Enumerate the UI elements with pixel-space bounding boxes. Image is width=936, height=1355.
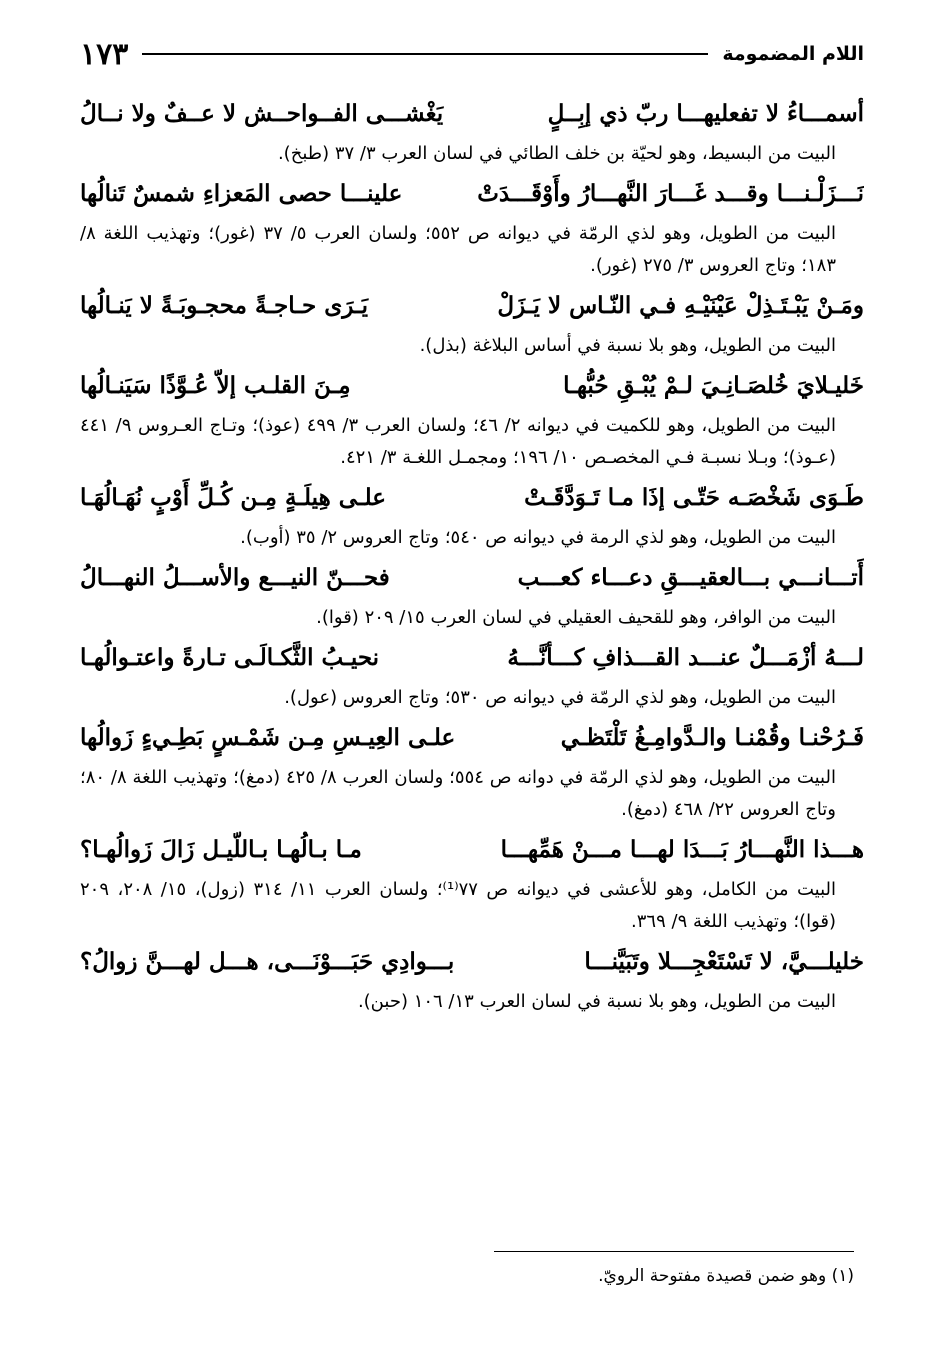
entry-1 xyxy=(80,90,864,170)
verse-note: البيت من الطويل، وهو لذي الرمّة في ديوانه ص ٥٥٢؛ ولسان العرب ٥/ ٣٧ (غور)؛ وتهذيب اللغة ٨/ ١٨٣؛ وتاج العروس ٣/ ٢٧٥ (غور). xyxy=(80,223,837,276)
verse-first-hemistich: خليلـــيَّ، لا تَسْتَعْجِـــلا وتَبَيَّنـــا xyxy=(584,948,864,975)
entry-9 xyxy=(80,826,864,938)
verse-note: البيت من الطويل، وهو بلا نسبة في لسان العرب ١٣/ ١٠٦ (حبن). xyxy=(357,991,836,1012)
header-rule xyxy=(142,53,708,55)
footnote: (١) وهو ضمن قصيدة مفتوحة الرويّ. xyxy=(598,1266,854,1286)
verse-second-hemistich: فحـــنّ النيـــع والأســـلُ النهـــالُ xyxy=(80,564,390,591)
verse-second-hemistich: يَغْشـــى الفــواحــش لا عــفٌ ولا نــالُ xyxy=(80,100,444,127)
verse-line xyxy=(80,714,864,762)
verse-line xyxy=(80,170,864,218)
entry-10 xyxy=(80,938,864,1018)
page-number: ١٧٣ xyxy=(80,36,129,72)
verse-line xyxy=(80,938,864,986)
verse-second-hemistich: علـى العِيـسِ مِـن شَمْـسٍ بَطِـيءٍ زَوالُها xyxy=(80,724,456,751)
footnote-rule xyxy=(494,1251,854,1252)
verse-line xyxy=(80,90,864,138)
verse-second-hemistich: يَـرَى حـاجـةً محجـوبَـةً لا يَنـالُها xyxy=(80,292,369,319)
verse-first-hemistich: هـــذا النَّهـــارُ بَـــدَا لهـــا مـــنْ هَمِّهـــا xyxy=(500,836,864,863)
verse-second-hemistich: مـا بـالُهـا بـاللّيـل زَالَ زَوالُهـا؟ xyxy=(80,836,362,863)
verse-note: البيت من الطويل، وهو لذي الرمّة في ديوانه ص ٥٣٠؛ وتاج العروس (عول). xyxy=(284,687,836,708)
verse-first-hemistich: نَـــزَلْـنـــا وقـــد غَـــارَ النَّهـــارُ وأَوْقَـــدَتْ xyxy=(477,180,864,207)
entry-4 xyxy=(80,362,864,474)
verse-note: البيت من الطويل، وهو بلا نسبة في أساس البلاغة (بذل). xyxy=(419,335,836,356)
verse-first-hemistich: خَليـلايَ خُلصَـانِـيَ لـمْ يُبْـقِ حُبُّهـا xyxy=(563,372,864,399)
verse-line xyxy=(80,362,864,410)
verse-second-hemistich: علينـــا حصى المَعزاءِ شمسٌ تَنالُها xyxy=(80,180,403,207)
verse-note: البيت من البسيط، وهو لحيّة بن خلف الطائي في لسان العرب ٣/ ٣٧ (طبخ). xyxy=(277,143,836,164)
verse-second-hemistich: نحيـبُ الثَّكـالَـى تـارةً واعتـوالُهـا xyxy=(80,644,380,671)
verse-second-hemistich: بـــوادِي حَبَـــوْنَـــى، هـــل لهـــنَّ زوالُ؟ xyxy=(80,948,455,975)
verse-second-hemistich: علـى هِيلَـةٍ مِـن كُـلِّ أَوْبٍ نُهَـالُهَـا xyxy=(80,484,386,511)
verse-note: البيت من الوافر، وهو للقحيف العقيلي في لسان العرب ١٥/ ٢٠٩ (قوا). xyxy=(316,607,836,628)
section-title: اللام المضمومة xyxy=(722,43,864,65)
verse-first-hemistich: فَـرُحْنـا وقُمْنـا والـدَّوامِـغُ تَلْتَظـي xyxy=(560,724,864,751)
verse-note: البيت من الطويل، وهو للكميت في ديوانه ٢/ ٤٦؛ ولسان العرب ٣/ ٤٩٩ (عوذ)؛ وتـاج العـروس ٩/ ٤٤١ (عـوذ)؛ وبـلا نسبـة فـي المخصـص ١٠/ ١٩٦؛ ومجمـل اللغـة ٣/ ٤٢١. xyxy=(80,415,837,468)
verse-line xyxy=(80,634,864,682)
verse-first-hemistich: أسمـــاءُ لا تفعليهـــا ربّ ذي إبِــلٍ xyxy=(547,100,864,127)
entry-5 xyxy=(80,474,864,554)
verse-first-hemistich: أَتـــانـــي بـــالعقيـــقِ دعـــاء كعـــب xyxy=(517,564,864,591)
verse-note: البيت من الطويل، وهو لذي الرمّة في دوانه ص ٥٥٤؛ ولسان العرب ٨/ ٤٢٥ (دمغ)؛ وتهذيب اللغة ٨/ ٨٠؛ وتاج العروس ٢٢/ ٤٦٨ (دمغ). xyxy=(80,767,836,820)
verse-line xyxy=(80,282,864,330)
verse-line xyxy=(80,554,864,602)
verse-line xyxy=(80,826,864,874)
entry-6 xyxy=(80,554,864,634)
verse-first-hemistich: لـــهُ أزْمَـــلٌ عنـــد القـــذافِ كـــأنَّـــهُ xyxy=(507,644,864,671)
verse-first-hemistich: طَـوَى شَخْصَـه حَتّـى إذَا مـا تَـوَدَّقَـتْ xyxy=(524,484,864,511)
verse-note: البيت من الطويل، وهو لذي الرمة في ديوانه ص ٥٤٠؛ وتاج العروس ٢/ ٣٥ (أوب). xyxy=(240,527,836,548)
entry-3 xyxy=(80,282,864,362)
verse-note: البيت من الكامل، وهو للأعشى في ديوانه ص ٧٧⁽¹⁾؛ ولسان العرب ١١/ ٣١٤ (زول)، ١٥/ ٢٠٨، ٢٠٩ (قوا)؛ وتهذيب اللغة ٩/ ٣٦٩. xyxy=(80,879,836,932)
verse-first-hemistich: ومَـنْ يَبْـتَـذِلْ عَيْنَيْـهِ فـي النّـاس لا يَـزَلْ xyxy=(497,292,864,319)
entry-8 xyxy=(80,714,864,826)
verse-second-hemistich: مِـنَ القلـب إلاّ عُـوَّذًا سَيَنـالُها xyxy=(80,372,351,399)
entry-7 xyxy=(80,634,864,714)
page-header xyxy=(80,30,864,78)
verse-line xyxy=(80,474,864,522)
entry-2 xyxy=(80,170,864,282)
